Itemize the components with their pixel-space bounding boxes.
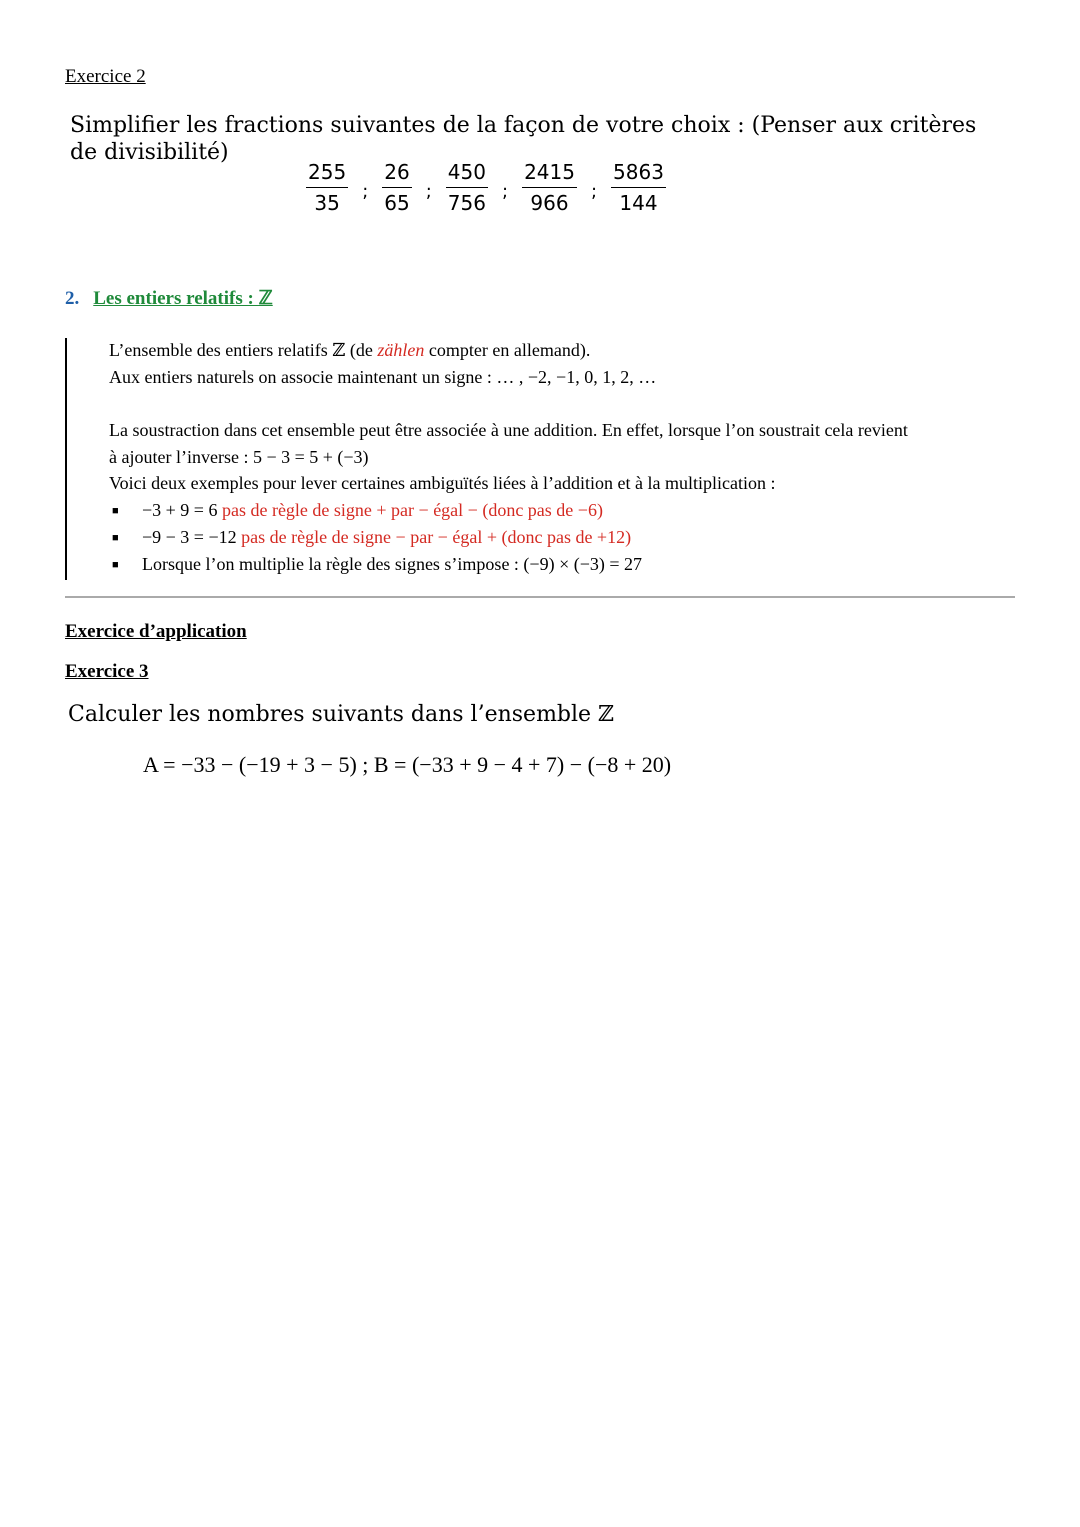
- text-part: compter en allemand).: [424, 340, 591, 360]
- fraction: [609, 160, 668, 215]
- example-note: pas de règle de signe − par − égal + (donc pas de +12): [241, 527, 632, 547]
- section-title: Les entiers relatifs : ℤ: [93, 288, 273, 309]
- subtraction-line-2: à ajouter l’inverse : 5 − 3 = 5 + (−3): [109, 447, 369, 467]
- numerator: 255: [306, 160, 348, 188]
- example-math: −9 − 3 = −12: [142, 527, 242, 547]
- separator: ;: [501, 181, 509, 202]
- german-word: zählen: [377, 340, 425, 360]
- text-part: L’ensemble des entiers relatifs ℤ (de: [109, 340, 378, 360]
- fraction: [444, 160, 490, 215]
- exercise-3-expression: A = −33 − (−19 + 3 − 5) ; B = (−33 + 9 − 4 + 7) − (−8 + 20): [143, 752, 672, 777]
- section-2-heading: [65, 287, 273, 310]
- example-math: −3 + 9 = 6: [142, 500, 222, 520]
- denominator: 144: [619, 191, 658, 215]
- bullet-marker: ■: [112, 559, 119, 571]
- denominator: 65: [384, 191, 410, 215]
- examples-intro: Voici deux exemples pour lever certaines ambiguïtés liées à l’addition et à la multiplication :: [109, 473, 776, 493]
- example-note: pas de règle de signe + par − égal − (donc pas de −6): [221, 500, 603, 520]
- subtraction-line-1: La soustraction dans cet ensemble peut être associée à une addition. En effet, lorsque l’on soustrait cela revient: [109, 420, 908, 440]
- definition-line-2: Aux entiers naturels on associe maintenant un signe : … , −2, −1, 0, 1, 2, …: [109, 367, 657, 387]
- denominator: 35: [314, 191, 340, 215]
- instruction-line-1: Simplifier les fractions suivantes de la façon de votre choix : (Penser aux critères: [70, 113, 977, 138]
- numerator: 5863: [611, 160, 666, 188]
- exercise-2-title: Exercice 2: [65, 66, 146, 87]
- fraction-list: [304, 160, 668, 215]
- application-title: Exercice d’application: [65, 621, 247, 642]
- instruction-line-2: de divisibilité): [70, 140, 229, 165]
- definition-line-1: [109, 340, 590, 361]
- fraction: [380, 160, 413, 215]
- denominator: 966: [530, 191, 569, 215]
- separator: ;: [425, 181, 432, 202]
- numerator: 26: [382, 160, 411, 188]
- numerator: 450: [446, 160, 488, 188]
- definition-box-bar: [65, 338, 67, 580]
- separator: ;: [362, 181, 369, 202]
- example-1: [142, 500, 603, 521]
- exercise-3-title: Exercice 3: [65, 661, 149, 682]
- exercise-2-instruction: [70, 112, 976, 166]
- exercise-3-instruction: Calculer les nombres suivants dans l’ensemble ℤ: [68, 702, 615, 727]
- fraction: [304, 160, 350, 215]
- example-3: Lorsque l’on multiplie la règle des signes s’impose : (−9) × (−3) = 27: [142, 554, 643, 574]
- numerator: 2415: [522, 160, 577, 188]
- section-number: 2.: [65, 288, 80, 309]
- bullet-marker: ■: [112, 505, 119, 517]
- denominator: 756: [447, 191, 486, 215]
- bullet-marker: ■: [112, 532, 119, 544]
- separator: ;: [590, 181, 598, 202]
- fraction: [520, 160, 579, 215]
- example-2: [142, 527, 631, 548]
- horizontal-rule: [65, 596, 1015, 598]
